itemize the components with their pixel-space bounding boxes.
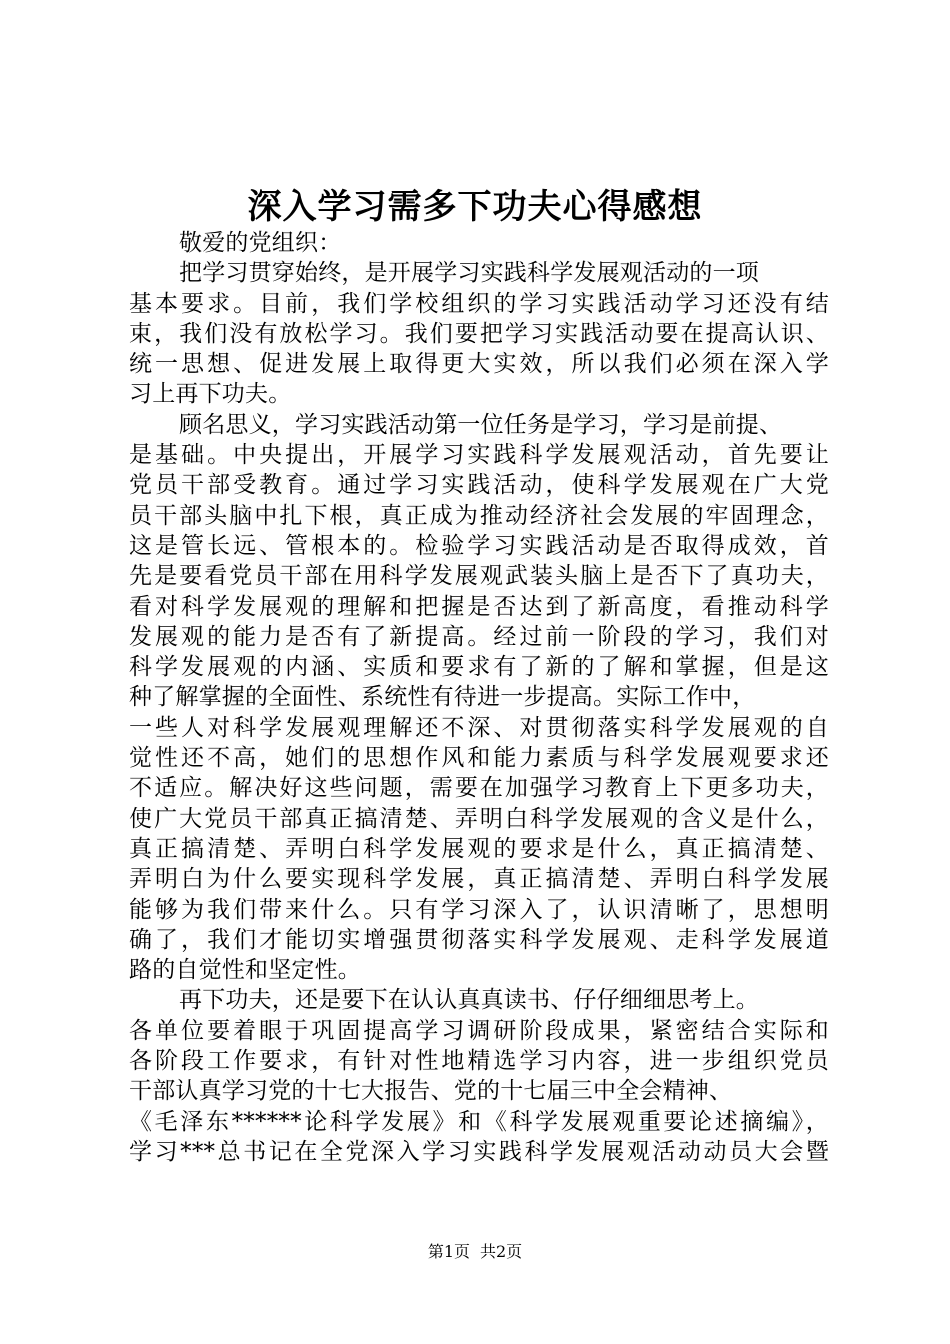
paragraph-line: 弄明白为什么要实现科学发展，真正搞清楚、弄明白科学发展 <box>129 866 829 893</box>
paragraph-line: 《毛泽东******论科学发展》和《科学发展观重要论述摘编》， <box>129 1108 829 1135</box>
paragraph-line: 干部认真学习党的十七大报告、党的十七届三中全会精神、 <box>129 1078 733 1105</box>
document-body <box>129 228 829 1167</box>
salutation-line: 敬爱的党组织： <box>179 230 342 256</box>
paragraph-line: 能够为我们带来什么。只有学习深入了，认识清晰了，思想明 <box>129 896 829 923</box>
page-footer <box>0 1241 950 1263</box>
paragraph-line: 一些人对科学发展观理解还不深、对贯彻落实科学发展观的自 <box>129 714 829 741</box>
paragraph-line: 先是要看党员干部在用科学发展观武装头脑上是否下了真功夫， <box>129 563 829 590</box>
paragraph-line: 员干部头脑中扎下根，真正成为推动经济社会发展的牢固理念， <box>129 502 829 529</box>
paragraph-line: 发展观的能力是否有了新提高。经过前一阶段的学习，我们对 <box>129 623 829 650</box>
paragraph-line: 看对科学发展观的理解和把握是否达到了新高度，看推动科学 <box>129 593 829 620</box>
paragraph-line: 各单位要着眼于巩固提高学习调研阶段成果，紧密结合实际和 <box>129 1017 829 1044</box>
paragraph-line: 科学发展观的内涵、实质和要求有了新的了解和掌握，但是这 <box>129 654 829 681</box>
page-total: 共2页 <box>480 1242 523 1261</box>
paragraph-line: 基本要求。目前，我们学校组织的学习实践活动学习还没有结 <box>129 290 829 317</box>
document-title: 深入学习需多下功夫心得感想 <box>247 187 703 227</box>
paragraph-line: 这是管长远、管根本的。检验学习实践活动是否取得成效，首 <box>129 532 829 559</box>
paragraph-line: 党员干部受教育。通过学习实践活动，使科学发展观在广大党 <box>129 472 829 499</box>
page-number: 第1页 <box>427 1242 470 1261</box>
paragraph-line: 路的自觉性和坚定性。 <box>129 957 361 984</box>
paragraph-line: 确了，我们才能切实增强贯彻落实科学发展观、走科学发展道 <box>129 926 829 953</box>
paragraph-line: 真正搞清楚、弄明白科学发展观的要求是什么，真正搞清楚、 <box>129 835 829 862</box>
paragraph-line: 不适应。解决好这些问题，需要在加强学习教育上下更多功夫， <box>129 775 829 802</box>
paragraph-line: 统一思想、促进发展上取得更大实效，所以我们必须在深入学 <box>129 351 829 378</box>
paragraph-line: 顾名思义，学习实践活动第一位任务是学习，学习是前提、 <box>179 411 783 438</box>
paragraph-line: 再下功夫，还是要下在认认真真读书、仔仔细细思考上。 <box>179 987 759 1014</box>
paragraph-line: 束，我们没有放松学习。我们要把学习实践活动要在提高认识、 <box>129 320 829 347</box>
paragraph-line: 种了解掌握的全面性、系统性有待进一步提高。实际工作中， <box>129 684 756 711</box>
paragraph-line: 是基础。中央提出，开展学习实践科学发展观活动，首先要让 <box>129 442 829 469</box>
paragraph-line: 觉性还不高，她们的思想作风和能力素质与科学发展观要求还 <box>129 745 829 772</box>
paragraph-line: 各阶段工作要求，有针对性地精选学习内容，进一步组织党员 <box>129 1048 829 1075</box>
paragraph-line: 习上再下功夫。 <box>129 381 292 408</box>
paragraph-line: 把学习贯穿始终，是开展学习实践科学发展观活动的一项 <box>179 260 759 287</box>
paragraph-line: 学习***总书记在全党深入学习实践科学发展观活动动员大会暨 <box>129 1138 829 1165</box>
paragraph-line: 使广大党员干部真正搞清楚、弄明白科学发展观的含义是什么， <box>129 805 829 832</box>
